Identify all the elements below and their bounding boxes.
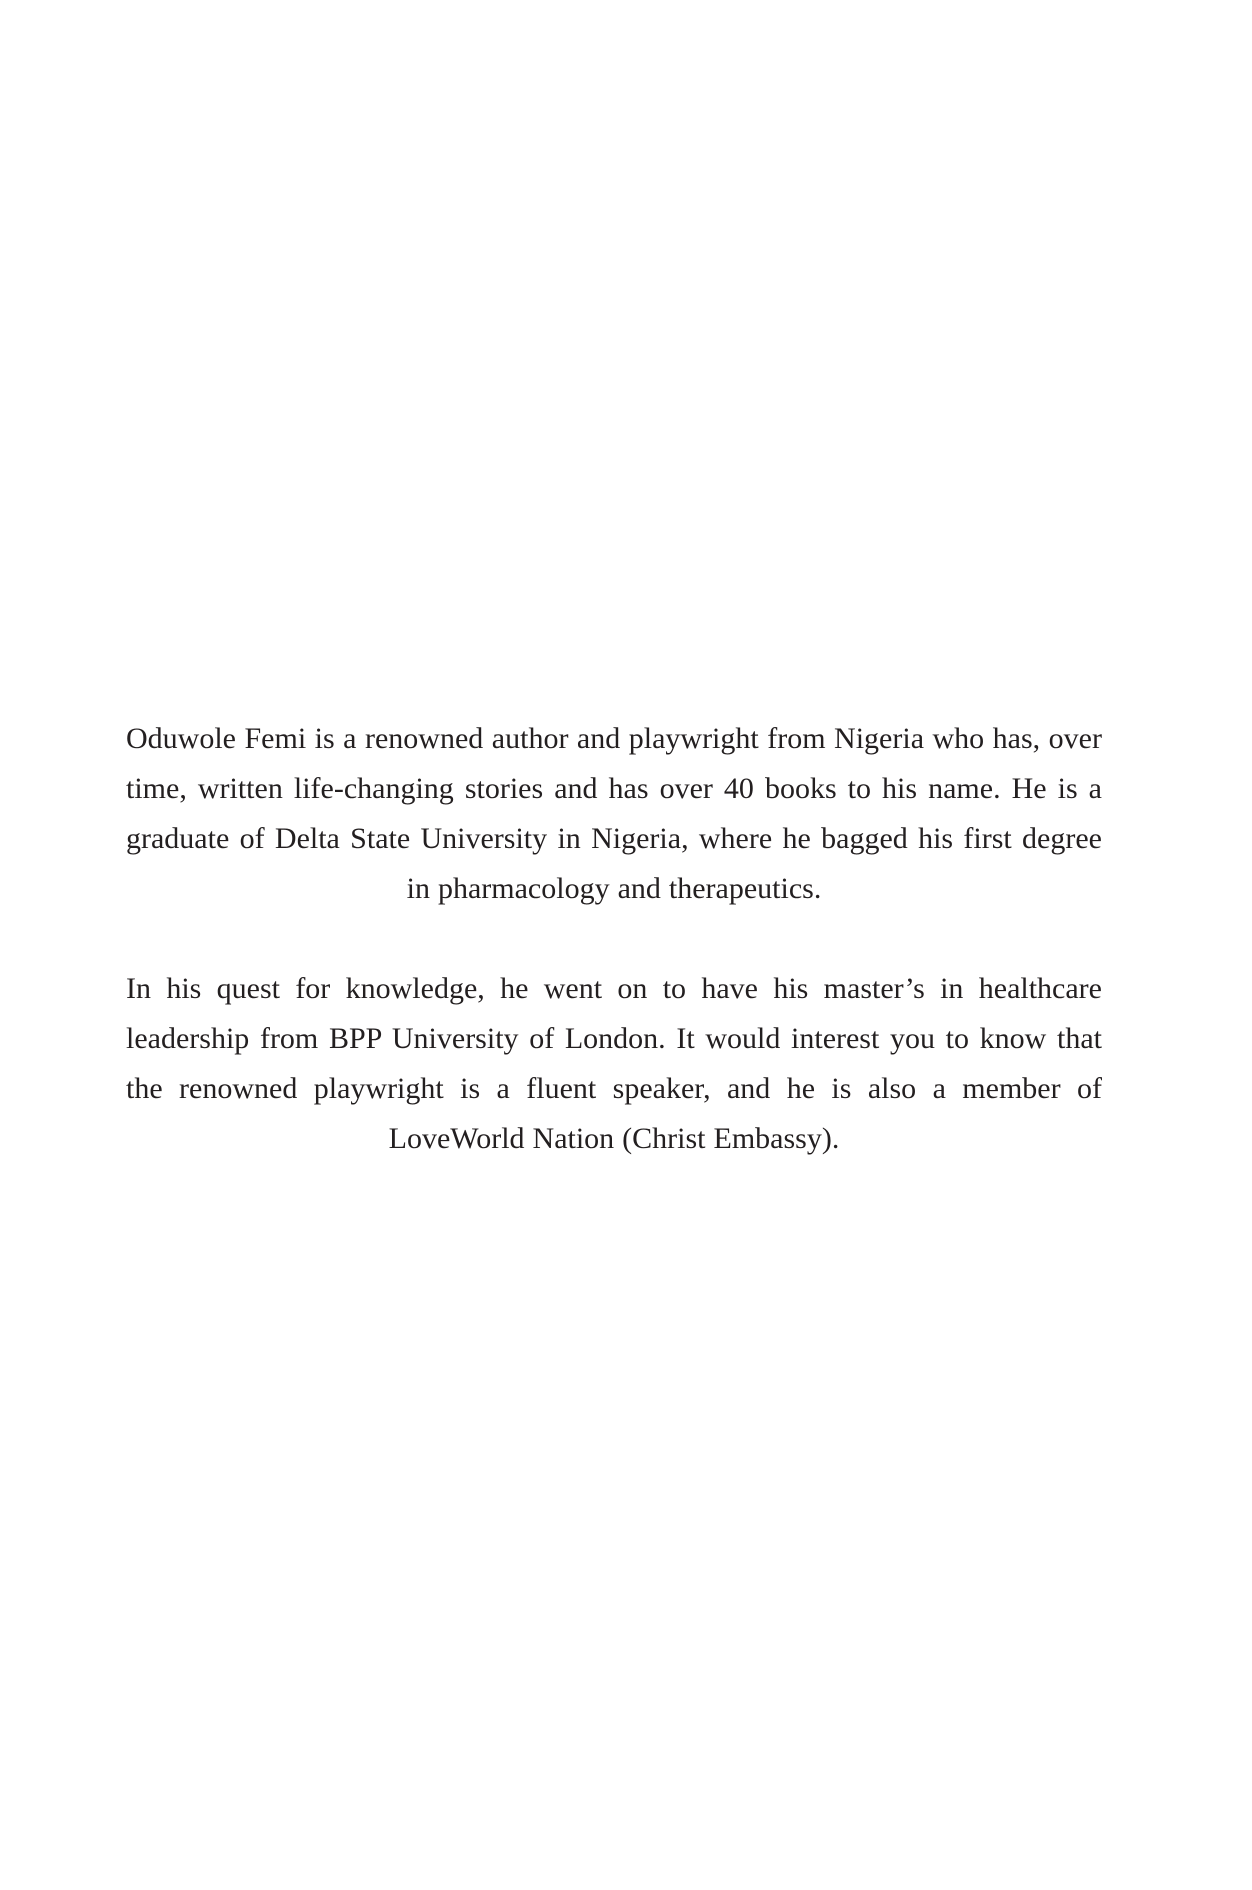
author-bio <box>126 714 1102 1164</box>
bio-paragraph-1: Oduwole Femi is a renowned author and playwright from Nigeria who has, over time, written life-changing stories and has over 40 books to his name. He is a graduate of Delta State University in Nigeria, where he bagged his first degree in pharmacology and therapeutics. <box>126 722 1102 905</box>
bio-paragraph-2: In his quest for knowledge, he went on to have his master’s in healthcare leadership from BPP University of London. It would interest you to know that the renowned playwright is a fluent speaker, and he is also a member of LoveWorld Nation (Christ Embassy). <box>126 972 1102 1155</box>
